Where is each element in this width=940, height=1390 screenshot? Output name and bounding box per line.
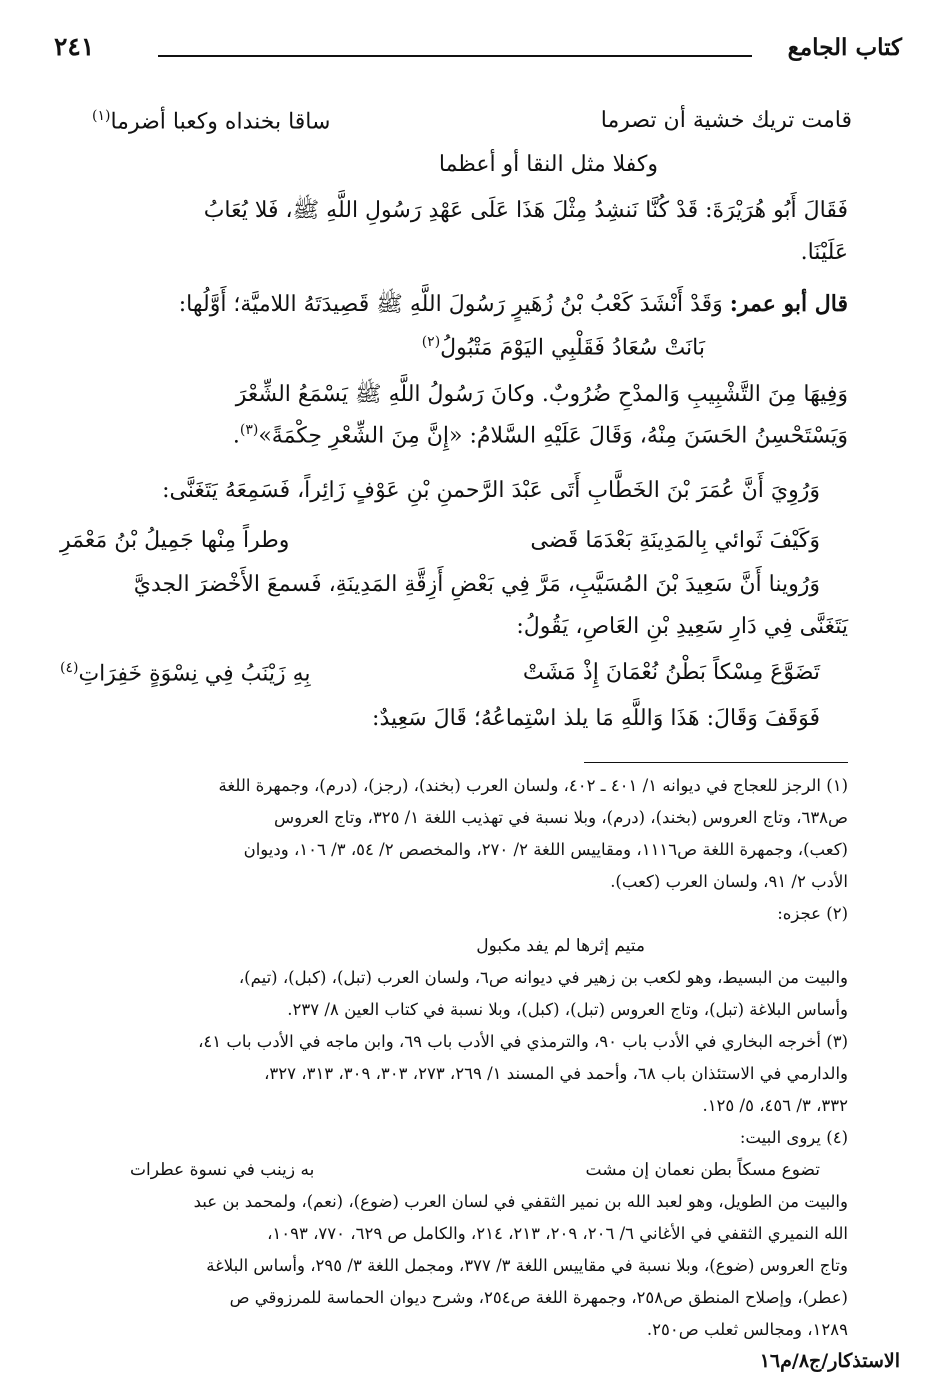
paragraph-5-line-1: وَرُوينا أَنَّ سَعِيدَ بْنَ المُسَيَّبِ، مَرَّ فِي بَعْضِ أَزِقَّةِ المَدِينَةِ، فَسمعَ الأَخْضرَ الجديَّ	[133, 572, 820, 597]
footnote-2-line-2: وأساس البلاغة (تبل)، وتاج العروس (تبل)، (كبل)، وبلا نسبة في كتاب العين ٨/ ٢٣٧.	[287, 1000, 848, 1019]
verse-4-second-half-text: بِهِ زَيْنَبُ فِي نِسْوَةٍ خَفِرَاتِ	[78, 661, 311, 687]
page-number: ٢٤١	[54, 32, 95, 61]
footnote-ref-2[interactable]: (٢)	[421, 334, 441, 350]
footnote-3-line-1: (٣) أخرجه البخاري في الأدب باب ٩٠، والترمذي في الأدب باب ٦٩، وابن ماجه في الأدب باب ٤١،	[198, 1032, 848, 1051]
paragraph-6-line-1: فَوَقَفَ وَقَالَ: هَذَا وَاللَّهِ مَا يلذ اسْتِماعُهُ؛ قَالَ سَعِيدٌ:	[372, 706, 820, 731]
running-title: كتاب الجامع	[787, 34, 902, 61]
verse-1-first-half-text: قامت تريك خشية أن تصرما	[600, 108, 852, 133]
footnote-ref-3[interactable]: (٣)	[239, 422, 259, 438]
footnote-separator	[584, 762, 848, 763]
footnote-4-verse-second: به زينب في نسوة عطرات	[130, 1160, 315, 1180]
footnote-1-line-4: الأدب ٢/ ٩١، ولسان العرب (كعب).	[610, 872, 848, 891]
paragraph-5-line-2: يَتَغَنَّى فِي دَارِ سَعِيدِ بْنِ العَاصِ، يَقُولُ:	[516, 614, 848, 639]
footnote-2-heading: (٢) عجزه:	[777, 904, 848, 923]
verse-2	[422, 334, 705, 360]
page-header	[40, 28, 902, 68]
footnote-3-line-3: ٣٣٢، ٣/ ٤٥٦، ٥/ ١٢٥.	[702, 1096, 848, 1115]
verse-4-first-half: تَضَوَّعَ مِسْكاً بَطْنُ نُعْمَانَ إِذْ مَشَتْ	[522, 660, 820, 685]
footnote-4-line-5: ١٢٨٩، ومجالس ثعلب ص٢٥٠.	[646, 1320, 848, 1339]
paragraph-4-line-1: وَرُوِيَ أَنَّ عُمَرَ بْنَ الخَطَّابِ أَتَى عَبْدَ الرَّحمنِ بْنِ عَوْفٍ زَائِراً، فَسَمِعَهُ يَتَغَنَّى:	[162, 478, 820, 503]
verse-3	[60, 528, 820, 562]
paragraph-3-line-2	[233, 422, 848, 448]
paragraph-3-line-1: وَفِيهَا مِنَ التَّشْبِيبِ وَالمدْحِ ضُرُوبٌ. وكانَ رَسُولُ اللَّهِ ﷺ يَسْمَعُ الشِّعْرَ	[235, 382, 848, 407]
paragraph-1-line-1: فَقَالَ أَبُو هُرَيْرَةَ: قَدْ كُنَّا نَنشِدُ مِثْلَ هَذَا عَلَى عَهْدِ رَسُولِ اللَّهِ ﷺ، فَلا يُعَابُ	[203, 198, 848, 223]
footnote-3-line-2: والدارمي في الاستئذان باب ٦٨، وأحمد في المسند ١/ ٢٦٩، ٢٧٣، ٣٠٣، ٣٠٩، ٣١٣، ٣٢٧،	[264, 1064, 848, 1083]
footnote-1-line-1: (١) الرجز للعجاج في ديوانه ١/ ٤٠١ ـ ٤٠٢، ولسان العرب (بخند)، (رجز)، (درم)، وجمهرة اللغة	[218, 776, 848, 795]
verse-1-second-half-text: ساقا بخنداه وكعبا أضرما	[110, 109, 331, 135]
verse-4	[60, 660, 820, 694]
verse-1-second-half	[92, 108, 330, 134]
verse-2-text: بَانَتْ سُعَادُ فَقَلْبِي اليَوْمَ مَتْبُولُ	[440, 335, 705, 361]
footnote-ref-1[interactable]: (١)	[92, 108, 111, 124]
footnote-4-line-1: والبيت من الطويل، وهو لعبد الله بن نمير الثقفي في لسان العرب (ضوع)، (نعم)، ولمحمد بن عبد	[193, 1192, 848, 1211]
footnote-4-heading: (٤) يروى البيت:	[739, 1128, 848, 1147]
paragraph-2-text: وَقَدْ أَنْشَدَ كَعْبُ بْنُ زُهَيرٍ رَسُولَ اللَّهِ ﷺ قَصِيدَتَهُ اللاميَّة؛ أَوَّلُها:	[178, 292, 723, 317]
verse-3-second-half: وطراً مِنْها جَمِيلُ بْنُ مَعْمَرِ	[60, 528, 290, 553]
paragraph-2-line-1	[179, 290, 848, 322]
verse-1-line-2: وكفلا مثل النقا أو أعظما	[438, 152, 658, 177]
footnote-4-line-2: الله النميري الثقفي في الأغاني ٦/ ٢٠٦، ٢٠٩، ٢١٣، ٢١٤، والكامل ص ٦٢٩، ٧٧٠، ١٠٩٣،	[267, 1224, 848, 1243]
verse-1-line-1	[92, 108, 852, 142]
printer-signature: الاستذكار/ج٨/م١٦	[759, 1350, 900, 1372]
header-rule	[158, 55, 752, 57]
verse-3-first-half: وَكَيْفَ ثَوائي بِالمَدِينَةِ بَعْدَمَا قَضى	[530, 528, 820, 553]
footnote-1-line-2: ص٦٣٨، وتاج العروس (بخند)، (درم)، وبلا نسبة في تهذيب اللغة ١/ ٣٢٥، وتاج العروس	[274, 808, 848, 827]
footnote-2-verse: متيم إثرها لم يفد مكبول	[476, 936, 645, 956]
verse-4-second-half	[60, 660, 311, 686]
footnote-4-line-4: (عطر)، وإصلاح المنطق ص٢٥٨، وجمهرة اللغة ص٢٥٤، وشرح ديوان الحماسة للمرزوقي ص	[229, 1288, 848, 1307]
period: .	[232, 423, 240, 449]
paragraph-1-line-2: عَلَيْنَا.	[800, 240, 848, 265]
footnote-1-line-3: (كعب)، وجمهرة اللغة ص١١١٦، ومقاييس اللغة ٢/ ٢٧٠، والمخصص ٢/ ٥٤، ٣/ ١٠٦، وديوان	[243, 840, 848, 859]
footnote-4-verse-first: تضوع مسكاً بطن نعمان إن مشت	[585, 1160, 820, 1180]
footnote-4-line-3: وتاج العروس (ضوع)، وبلا نسبة في مقاييس اللغة ٣/ ٣٧٧، ومجمل اللغة ٣/ ٢٩٥، وأساس البلاغة	[206, 1256, 848, 1275]
footnote-2-line-1: والبيت من البسيط، وهو لكعب بن زهير في ديوانه ص٦، ولسان العرب (تبل)، (كبل)، (تيم)،	[238, 968, 848, 987]
verse-1-first-half	[601, 108, 852, 133]
speaker-label: قال أبو عمر:	[729, 291, 848, 317]
footnote-ref-4[interactable]: (٤)	[60, 660, 79, 676]
paragraph-3-line-2-text: وَيَسْتَحْسِنُ الحَسَنَ مِنْهُ، وَقَالَ عَلَيْهِ السَّلامُ: «إِنَّ مِنَ الشِّعْرِ حِكْمَةً»	[258, 423, 848, 449]
